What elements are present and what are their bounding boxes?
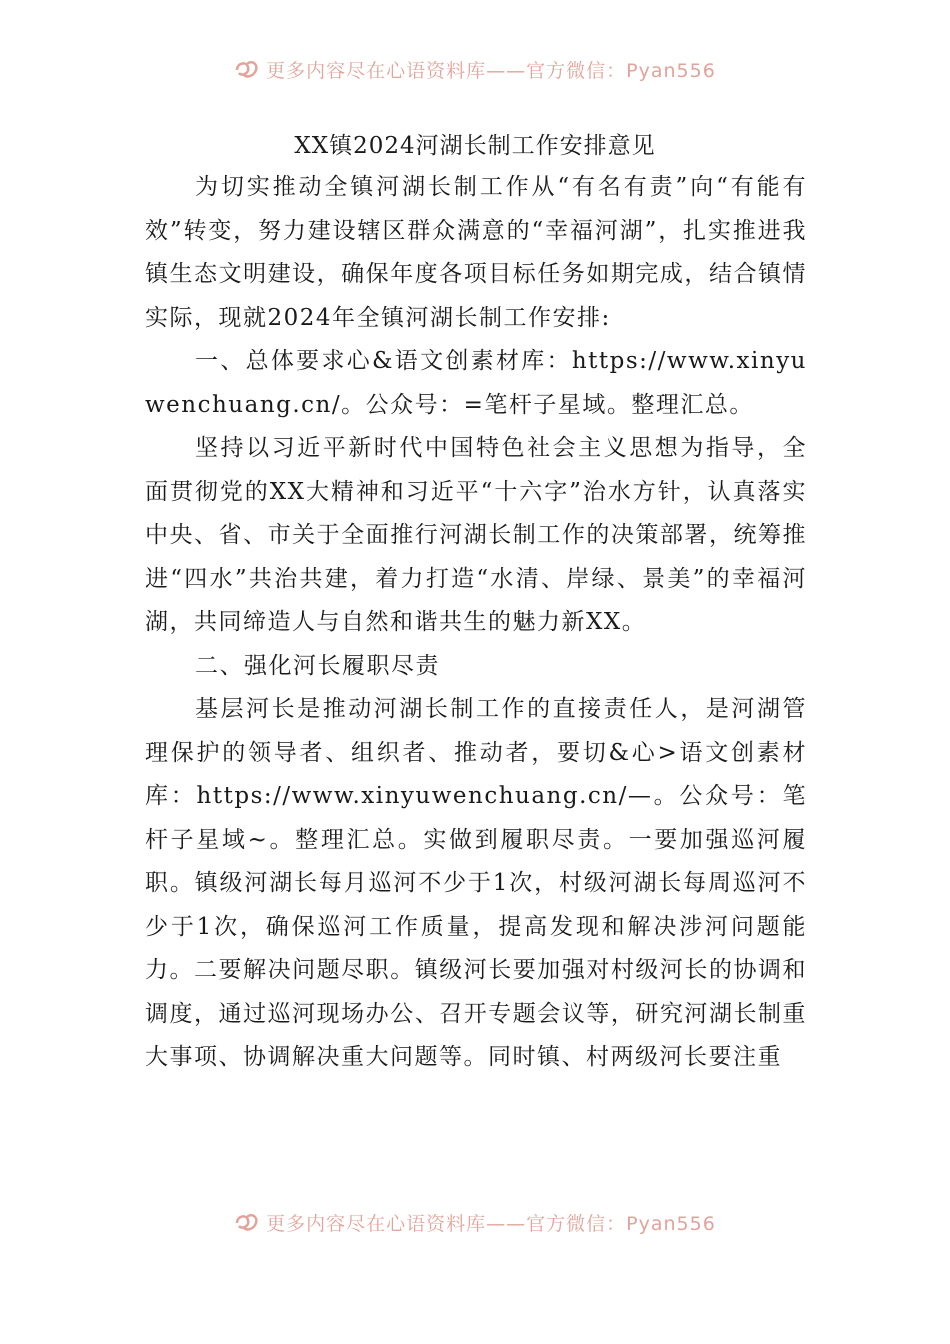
paragraph-intro: 为切实推动全镇河湖长制工作从“有名有责”向“有能有效”转变，努力建设辖区群众满意的“幸福河湖”，扎实推进我镇生态文明建设，确保年度各项目标任务如期完成，结合镇情实际，现就2024年全镇河湖长制工作安排: xyxy=(145,174,807,331)
document-body xyxy=(145,166,807,1080)
watermark-text: 更多内容尽在心语资料库——官方微信：Pyan556 xyxy=(266,60,716,82)
watermark-header xyxy=(0,56,950,85)
paragraph-heading-2: 二、强化河长履职尽责 xyxy=(195,652,440,679)
watermark-text: 更多内容尽在心语资料库——官方微信：Pyan556 xyxy=(266,1213,716,1235)
page-title: XX镇2024河湖长制工作安排意见 xyxy=(294,133,656,159)
watermark-footer xyxy=(0,1209,950,1238)
brand-logo-icon xyxy=(234,1211,260,1238)
paragraph-heading-1: 一、总体要求心&语文创素材库：https://www.xinyuwenchuang.cn/。公众号：=笔杆子星域。整理汇总。 xyxy=(145,348,807,418)
brand-logo-icon xyxy=(234,58,260,85)
paragraph-duties: 基层河长是推动河湖长制工作的直接责任人，是河湖管理保护的领导者、组织者、推动者，要切&心>语文创素材库：https://www.xinyuwenchuang.cn/—。公众号：笔杆子星域~。整理汇总。实做到履职尽责。一要加强巡河履职。镇级河湖长每月巡河不少于1次，村级河湖长每周巡河不少于1次，确保巡河工作质量，提高发现和解决涉河问题能力。二要解决问题尽职。镇级河长要加强对村级河长的协调和调度，通过巡河现场办公、召开专题会议等，研究河湖长制重大事项、协调解决重大问题等。同时镇、村两级河长要注重 xyxy=(145,696,807,1070)
paragraph-guidance: 坚持以习近平新时代中国特色社会主义思想为指导，全面贯彻党的XX大精神和习近平“十六字”治水方针，认真落实中央、省、市关于全面推行河湖长制工作的决策部署，统筹推进“四水”共治共建，着力打造“水清、岸绿、景美”的幸福河湖，共同缔造人与自然和谐共生的魅力新XX。 xyxy=(145,435,807,635)
